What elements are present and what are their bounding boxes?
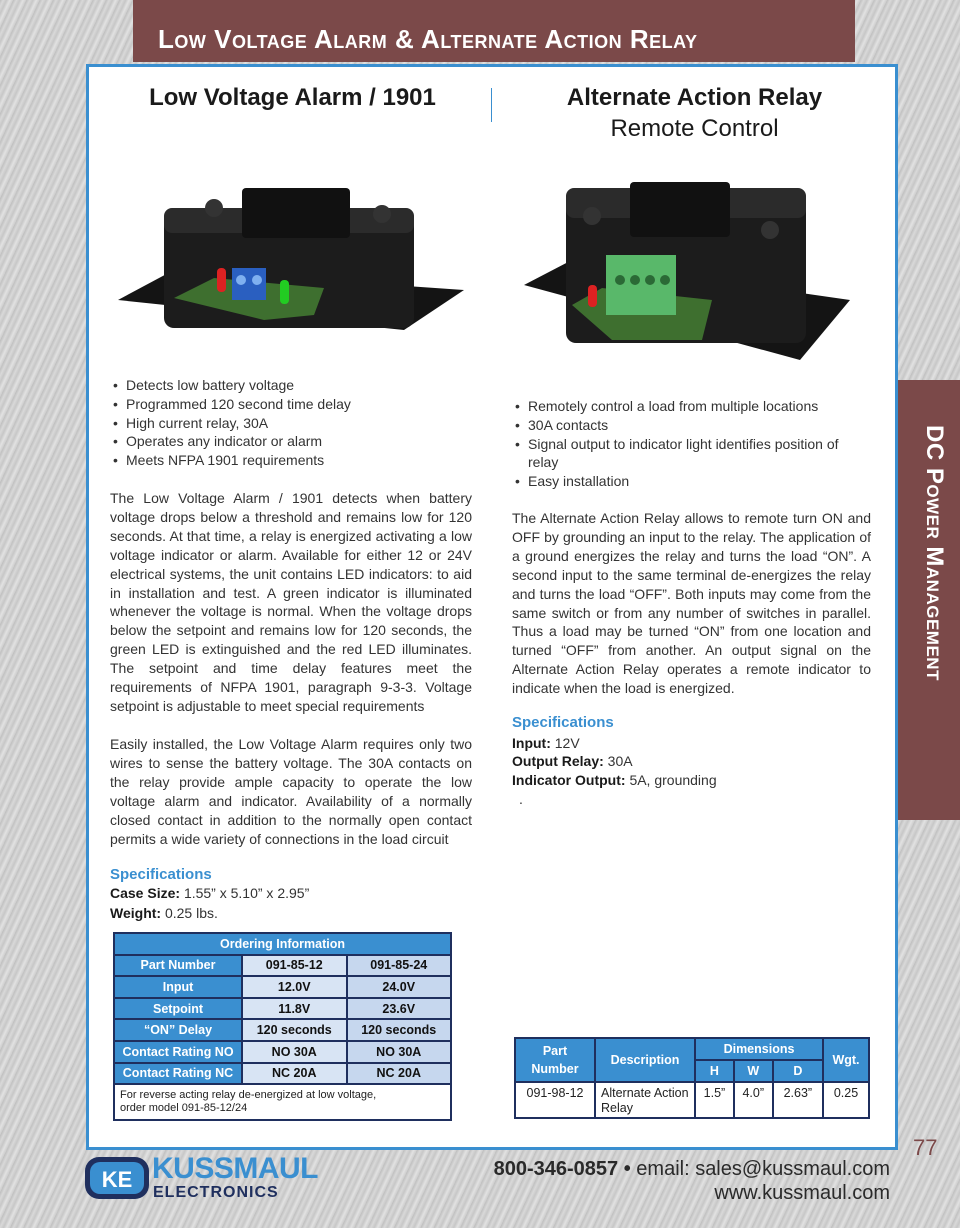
case-size-label: Case Size: — [110, 885, 181, 901]
input-label: Input: — [512, 735, 551, 751]
cell: 120 seconds — [242, 1019, 347, 1041]
left-spec-heading: Specifications — [110, 866, 212, 883]
list-item: • Detects low battery voltage — [110, 376, 475, 395]
phone-number: 800-346-0857 — [493, 1158, 619, 1180]
cell: 23.6V — [347, 998, 452, 1020]
part-number-header — [515, 1038, 595, 1082]
low-voltage-alarm-photo — [114, 180, 470, 340]
logo-mark-text: KE — [101, 1167, 133, 1192]
header-text: Number — [531, 1062, 579, 1076]
ordering-note — [114, 1084, 451, 1120]
cell: 120 seconds — [347, 1019, 452, 1041]
weight-value: 0.25 lbs. — [164, 905, 218, 921]
list-item: • 30A contacts — [512, 416, 872, 435]
w-header: W — [734, 1060, 773, 1082]
list-item: • Easy installation — [512, 472, 872, 491]
cell: 2.63” — [773, 1082, 823, 1118]
page-title: Low Voltage Alarm & Alternate Action Relay — [158, 24, 698, 54]
input-value: 12V — [554, 735, 580, 751]
cell: NC 20A — [242, 1063, 347, 1085]
list-item: • High current relay, 30A — [110, 414, 475, 433]
right-spec-heading: Specifications — [512, 714, 614, 731]
case-size-value: 1.55” x 5.10” x 2.95” — [183, 885, 310, 901]
d-header: D — [773, 1060, 823, 1082]
cell: 091-85-12 — [242, 955, 347, 977]
description-header: Description — [595, 1038, 695, 1082]
weight-header: Wgt. — [823, 1038, 869, 1082]
case-size-line — [110, 885, 309, 901]
table-row — [114, 976, 451, 998]
table-row — [114, 998, 451, 1020]
output-label: Output Relay: — [512, 753, 604, 769]
logo-name: KUSSMAUL — [152, 1152, 318, 1185]
row-label: “ON” Delay — [114, 1019, 242, 1041]
output-value: 30A — [607, 753, 633, 769]
weight-label: Weight: — [110, 905, 162, 921]
right-title: Alternate Action Relay — [566, 84, 823, 111]
right-description: The Alternate Action Relay allows to remote turn ON and OFF by grounding an input to the relay. The application of a ground energizes the relay and turns the load “ON”. A second input to the same terminal de-energizes the relay and turns the load “OFF”. Both inputs may come from the same switch or from any number of switches in parallel. Thus a load may be turned “ON” from one location and turned “OFF” from another. An output signal on the Alternate Action Relay operates a remote indicator to indicate when the load is energized. — [512, 510, 871, 697]
left-title: Low Voltage Alarm / 1901 — [149, 84, 436, 111]
weight-line — [110, 905, 218, 921]
page-number: 77 — [913, 1135, 938, 1160]
right-feature-list — [512, 397, 872, 491]
left-feature-list — [110, 376, 475, 470]
output-line — [512, 753, 633, 769]
kussmaul-logo-icon — [84, 1156, 150, 1200]
cell: NO 30A — [347, 1041, 452, 1063]
indicator-line — [512, 772, 717, 788]
cell-text: Alternate Action — [601, 1086, 689, 1100]
website-link[interactable]: www.kussmaul.com — [714, 1182, 890, 1204]
table-row — [114, 1063, 451, 1085]
cell: NC 20A — [347, 1063, 452, 1085]
cell: NO 30A — [242, 1041, 347, 1063]
dimensions-table — [514, 1037, 870, 1119]
cell — [595, 1082, 695, 1118]
email-link[interactable]: email: sales@kussmaul.com — [636, 1158, 890, 1180]
row-label: Part Number — [114, 955, 242, 977]
left-description-2: Easily installed, the Low Voltage Alarm requires only two wires to sense the battery voltage. The 30A contacts on the relay provide ample capacity to operate the low voltage alarm and indicator. Availability of a normally closed contact in addition to the normally open contact permits a wide variety of connections in the load circuit — [110, 736, 472, 847]
logo-subtitle: ELECTRONICS — [153, 1184, 279, 1201]
separator-bullet: • — [623, 1158, 631, 1180]
alternate-action-relay-photo — [522, 180, 852, 370]
header-text: Part — [542, 1044, 568, 1058]
list-item: • Remotely control a load from multiple locations — [512, 397, 872, 416]
indicator-value: 5A, grounding — [629, 772, 717, 788]
h-header: H — [695, 1060, 734, 1082]
row-label: Setpoint — [114, 998, 242, 1020]
ordering-note-line: order model 091-85-12/24 — [120, 1102, 248, 1115]
side-tab-label: DC Power Management — [921, 425, 948, 681]
input-line — [512, 735, 580, 751]
ordering-note-line: For reverse acting relay de-energized at low voltage, — [120, 1089, 377, 1102]
list-item: • Operates any indicator or alarm — [110, 432, 475, 451]
left-description-1: The Low Voltage Alarm / 1901 detects when battery voltage drops below a threshold and remains low for 120 seconds. At that time, a relay is energized activating a low voltage indicator or alarm. Available for either 12 or 24V electrical systems, the unit contains LED indicators: to aid in installation and test. A green indicator is illuminated whenever the voltage is normal. When the voltage drops below the setpoint and remains low for 120 seconds, the green LED is extinguished and the red LED illuminates. The setpoint and time delay features meet the requirements of NFPA 1901, paragraph 9-3-3. Voltage setpoint is adjustable to meet special requirements — [110, 490, 472, 714]
contact-line — [494, 1158, 890, 1181]
column-divider — [491, 88, 492, 122]
list-item: • Signal output to indicator light identifies position of relay — [512, 435, 872, 473]
table-row — [114, 955, 451, 977]
cell: 4.0” — [734, 1082, 773, 1118]
row-label: Input — [114, 976, 242, 998]
ordering-table — [113, 932, 452, 1121]
cell: 0.25 — [823, 1082, 869, 1118]
table-row — [114, 1041, 451, 1063]
table-row — [114, 1019, 451, 1041]
cell-text: Relay — [601, 1101, 633, 1115]
table-row — [515, 1082, 869, 1118]
list-item: • Meets NFPA 1901 requirements — [110, 451, 475, 470]
cell: 11.8V — [242, 998, 347, 1020]
dimensions-header: Dimensions — [695, 1038, 823, 1060]
cell: 24.0V — [347, 976, 452, 998]
row-label: Contact Rating NO — [114, 1041, 242, 1063]
stray-dot: . — [519, 791, 523, 807]
ordering-table-title: Ordering Information — [114, 933, 451, 955]
list-item: • Programmed 120 second time delay — [110, 395, 475, 414]
right-subtitle: Remote Control — [610, 115, 779, 142]
indicator-label: Indicator Output: — [512, 772, 626, 788]
cell: 1.5” — [695, 1082, 734, 1118]
cell: 091-98-12 — [515, 1082, 595, 1118]
cell: 091-85-24 — [347, 955, 452, 977]
row-label: Contact Rating NC — [114, 1063, 242, 1085]
cell: 12.0V — [242, 976, 347, 998]
